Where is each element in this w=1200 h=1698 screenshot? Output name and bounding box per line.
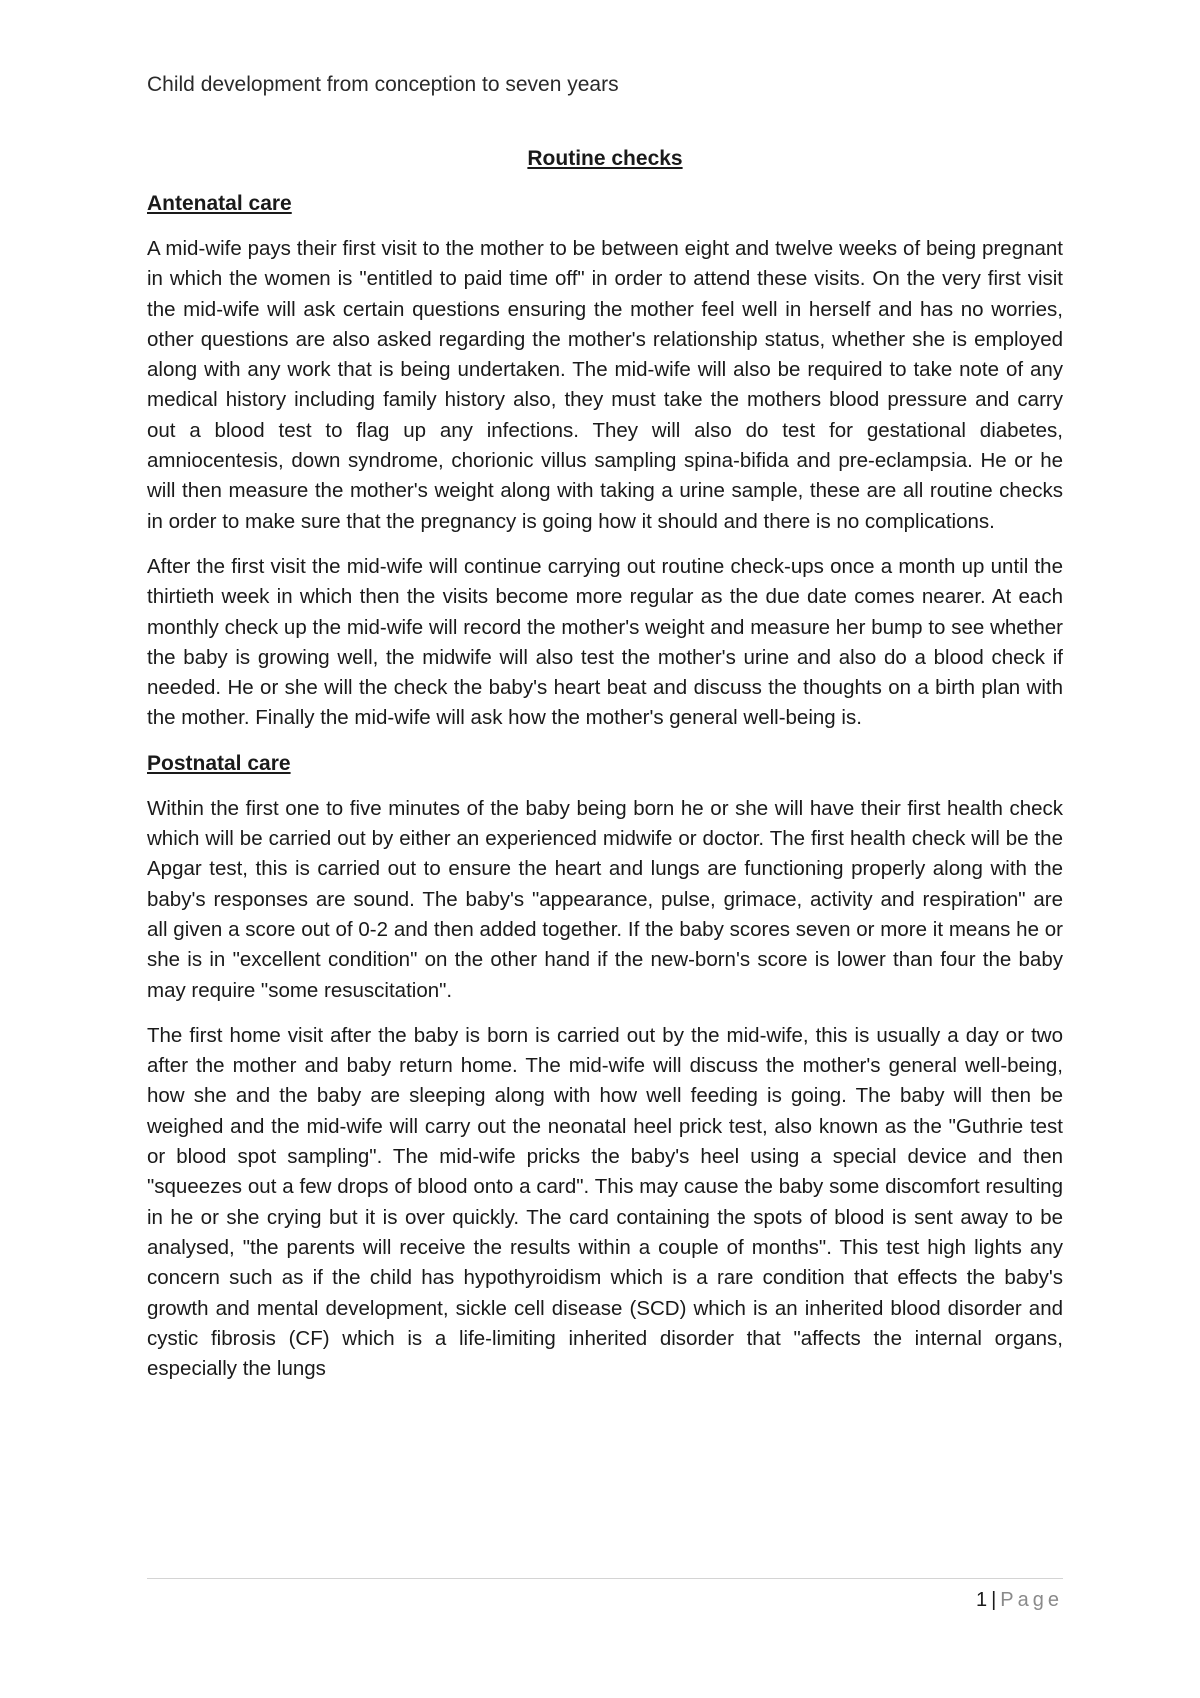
footer-divider [147,1578,1063,1579]
body-paragraph: A mid-wife pays their first visit to the mother to be between eight and twelve weeks of being pregnant in which the women is "entitled to paid time off" in order to attend these visits. On the very first visit the mid-wife will ask certain questions ensuring the mother feel well in herself and has no worries, other questions are also asked regarding the mother's relationship status, whether she is employed along with any work that is being undertaken. The mid-wife will also be required to take note of any medical history including family history also, they must take the mothers blood pressure and carry out a blood test to flag up any infections. They will also do test for gestational diabetes, amniocentesis, down syndrome, chorionic villus sampling spina-bifida and pre-eclampsia. He or he will then measure the mother's weight along with taking a urine sample, these are all routine checks in order to make sure that the pregnancy is going how it should and there is no complications. [147,237,1063,533]
page-number: 1 [975,1589,988,1611]
section-heading: Postnatal care [147,751,291,775]
running-header: Child development from conception to seven years [147,73,619,96]
body-paragraph: Within the first one to five minutes of the baby being born he or she will have their first health check which will be carried out by either an experienced midwife or doctor. The first health check will be the Apgar test, this is carried out to ensure the heart and lungs are functioning properly along with the baby's responses are sound. The baby's "appearance, pulse, grimace, activity and respiration" are all given a score out of 0-2 and then added together. If the baby scores seven or more it means he or she is in "excellent condition" on the other hand if the new-born's score is lower than four the baby may require "some resuscitation". [147,796,1063,1002]
document-title: Routine checks [527,147,683,170]
body-paragraph: The first home visit after the baby is born is carried out by the mid-wife, this is usually a day or two after the mother and baby return home. The mid-wife will discuss the mother's general well-being, how she and the baby are sleeping along with how well feeding is going. The baby will then be weighed and the mid-wife will carry out the neonatal heel prick test, also known as the "Guthrie test or blood spot sampling". The mid-wife pricks the baby's heel using a special device and then "squeezes out a few drops of blood onto a card". This may cause the baby some discomfort resulting in he or she crying but it is over quickly. The card containing the spots of blood is sent away to be analysed, "the parents will receive the results within a couple of months". This test high lights any concern such as if the child has hypothyroidism which is a rare condition that effects the baby's growth and mental development, sickle cell disease (SCD) which is an inherited blood disorder and cystic fibrosis (CF) which is a life-limiting inherited disorder that "affects the internal organs, especially the lungs [147,1023,1063,1381]
section-heading: Antenatal care [147,192,292,215]
page-footer [147,1586,1063,1614]
section-postnatal-care [147,749,1063,1385]
page-separator: | [991,1589,997,1611]
body-paragraph: After the first visit the mid-wife will continue carrying out routine check-ups once a month up until the thirtieth week in which then the visits become more regular as the due date comes nearer. At each monthly check up the mid-wife will record the mother's weight and measure her bump to see whether the baby is growing well, the midwife will also test the mother's urine and also do a blood check if needed. He or she will the check the baby's heart beat and discuss the thoughts on a birth plan with the mother. Finally the mid-wife will ask how the mother's general well-being is. [147,554,1063,730]
page-content [147,70,1063,1399]
page-label: Page [1000,1589,1063,1611]
section-antenatal-care [147,189,1063,734]
